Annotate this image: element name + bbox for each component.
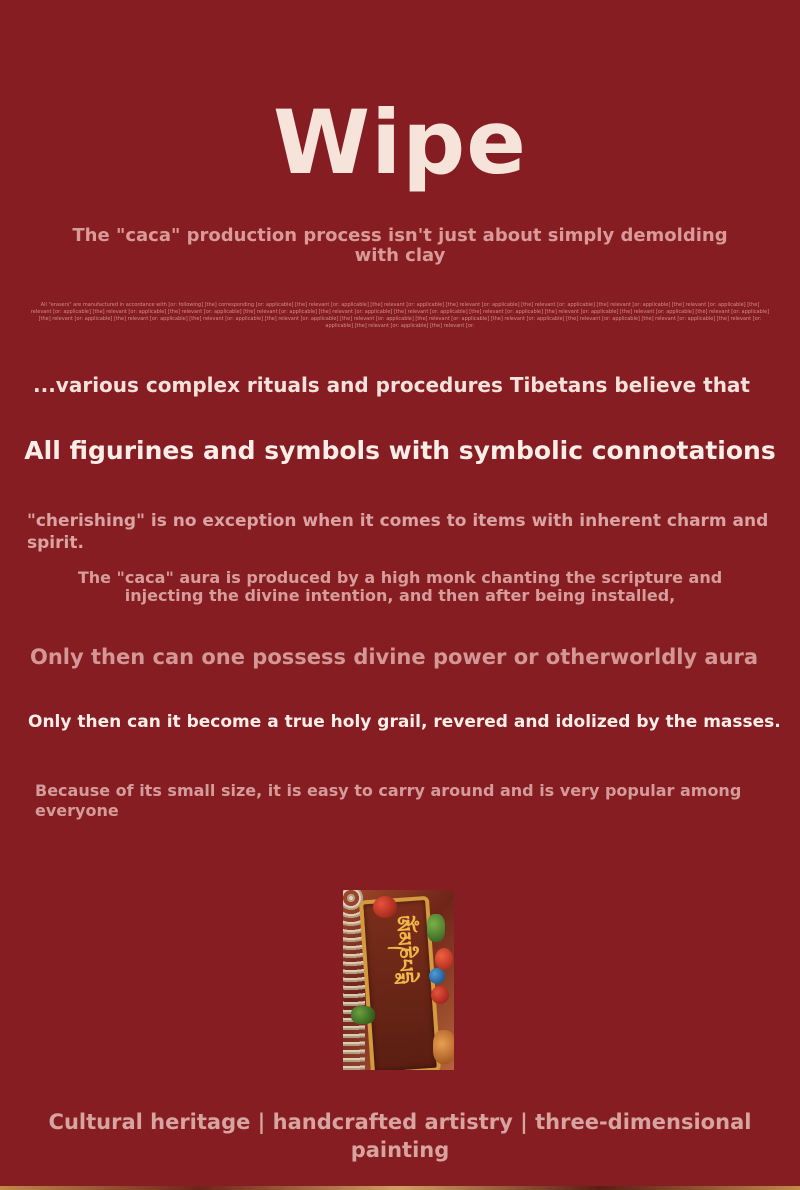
text-line-aura: The "caca" aura is produced by a high monk chanting the scripture and injecting the divine intention, and then after being installed,: [77, 568, 723, 605]
text-line-cherishing: "cherishing" is no exception when it comes to items with inherent charm and spirit.: [27, 511, 769, 553]
red-gem: [435, 948, 453, 970]
tibetan-mantra-glyphs: ཨོཾམཎིཔདྨེ: [390, 914, 419, 985]
bottom-decorative-strip: [0, 1186, 800, 1190]
green-gem: [351, 1006, 375, 1024]
tsatsa-product-image: [343, 890, 454, 1070]
text-line-figurines: All figurines and symbols with symbolic connotations: [24, 436, 776, 465]
text-line-small-size: Because of its small size, it is easy to carry around and is very popular among everyone: [35, 781, 742, 820]
red-gem: [431, 986, 449, 1004]
green-gem: [427, 914, 445, 942]
page-title: Wipe: [273, 91, 527, 194]
text-line-rituals: ...various complex rituals and procedures Tibetans believe that: [33, 373, 750, 397]
subtitle: The "caca" production process isn't just about simply demolding with clay: [72, 225, 728, 266]
orange-gem: [433, 1030, 454, 1064]
blue-gem: [429, 968, 445, 984]
text-line-holy-grail: Only then can it become a true holy grail, revered and idolized by the masses.: [28, 712, 781, 732]
fine-print: All "erasers" are manufactured in accordance with [or: following] [the] corresponding [or: applicable] [the] relevant [or: applicable] [the] relevant [or: applicable] [the] relevant [or: applicable] [the] relevant [or: applicable] [the] relevant [or: applicable] [the] relevant [or: applicable] [the] relevant [or: applicable] [the] relevant [or: applicable] [the] relevant [or: applicable] [the] relevant [or: applicable] [the] relevant [or: applicable] [the] relevant [or: applicable] [the] relevant [or: applicable] [the] relevant [or: applicable] [the] relevant [or: applicable] [the] relevant [or: applicable] [the] relevant [or: applicable] [the] relevant [or: applicable] [the] relevant [or: applicable] [the] relevant [or: applicable] [the] relevant [or: applicable] [the] relevant [or: applicable] [the] relevant [or: applicable] [the] relevant [or: applicable] [the] relevant [or: applicable] [the] relevant [or: applicable] [the] relevant [or: applicable] [the] relevant [or:: [30, 302, 770, 329]
text-line-divine-power: Only then can one possess divine power or otherworldly aura: [30, 645, 759, 669]
red-gem: [373, 896, 397, 918]
footer-tagline: Cultural heritage | handcrafted artistry | three-dimensional painting: [48, 1110, 752, 1162]
